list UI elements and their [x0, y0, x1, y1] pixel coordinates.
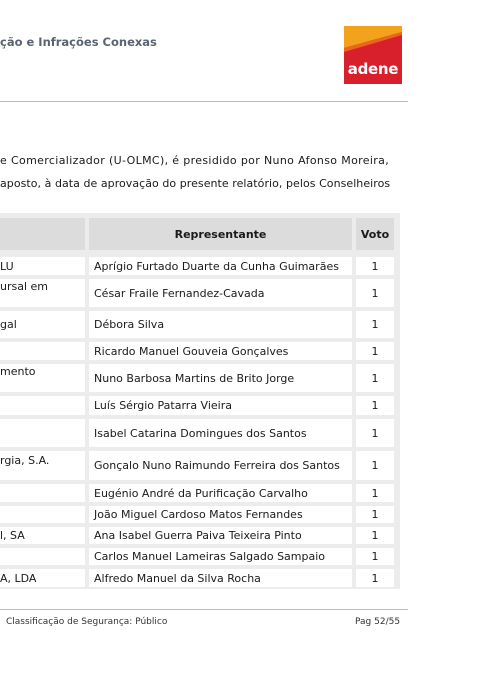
entity-cell: [0, 548, 85, 565]
vote-cell: 1: [356, 527, 394, 544]
entity-cell: LU: [0, 257, 85, 275]
entity-cell: [0, 342, 85, 360]
vote-cell: 1: [356, 569, 394, 587]
security-classification: Classificação de Segurança: Público: [6, 617, 168, 627]
entity-cell: gal: [0, 311, 85, 338]
paragraph-line: e Comercializador (U-OLMC), é presidido por Nuno Afonso Moreira,: [0, 154, 390, 167]
representative-cell: Luís Sérgio Patarra Vieira: [89, 396, 352, 415]
column-header-entity: [0, 218, 85, 250]
page-number: Pag 52/55: [355, 617, 401, 627]
representative-cell: Ana Isabel Guerra Paiva Teixeira Pinto: [89, 527, 352, 544]
representative-cell: Carlos Manuel Lameiras Salgado Sampaio: [89, 548, 352, 565]
entity-cell: [0, 484, 85, 502]
representative-cell: João Miguel Cardoso Matos Fernandes: [89, 506, 352, 523]
entity-cell: [0, 419, 85, 447]
representative-cell: Débora Silva: [89, 311, 352, 338]
document-section-title: ção e Infrações Conexas: [0, 35, 157, 49]
header-divider: [0, 101, 408, 102]
column-header-vote: Voto: [356, 218, 394, 250]
representative-cell: Nuno Barbosa Martins de Brito Jorge: [89, 364, 352, 392]
representative-cell: Eugénio André da Purificação Carvalho: [89, 484, 352, 502]
vote-cell: 1: [356, 364, 394, 392]
vote-cell: 1: [356, 484, 394, 502]
entity-cell: ursal em: [0, 279, 85, 307]
entity-cell: l, SA: [0, 527, 85, 544]
vote-cell: 1: [356, 257, 394, 275]
vote-cell: 1: [356, 548, 394, 565]
entity-cell: rgia, S.A.: [0, 451, 85, 480]
column-header-representative: Representante: [89, 218, 352, 250]
vote-cell: 1: [356, 451, 394, 480]
representative-cell: Aprígio Furtado Duarte da Cunha Guimarães: [89, 257, 352, 275]
adene-logo: [344, 26, 402, 84]
representative-cell: Ricardo Manuel Gouveia Gonçalves: [89, 342, 352, 360]
entity-cell: A, LDA: [0, 569, 85, 587]
entity-cell: [0, 396, 85, 415]
representative-cell: Isabel Catarina Domingues dos Santos: [89, 419, 352, 447]
entity-cell: mento: [0, 364, 85, 392]
vote-cell: 1: [356, 506, 394, 523]
vote-cell: 1: [356, 419, 394, 447]
vote-cell: 1: [356, 342, 394, 360]
vote-cell: 1: [356, 311, 394, 338]
representative-cell: César Fraile Fernandez-Cavada: [89, 279, 352, 307]
entity-cell: [0, 506, 85, 523]
paragraph-line: aposto, à data de aprovação do presente relatório, pelos Conselheiros: [0, 177, 391, 190]
vote-cell: 1: [356, 396, 394, 415]
footer-divider: [0, 609, 408, 610]
representative-cell: Gonçalo Nuno Raimundo Ferreira dos Santos: [89, 451, 352, 480]
body-paragraph: [0, 149, 398, 195]
vote-cell: 1: [356, 279, 394, 307]
logo-wordmark: adene: [347, 60, 399, 78]
representative-cell: Alfredo Manuel da Silva Rocha: [89, 569, 352, 587]
